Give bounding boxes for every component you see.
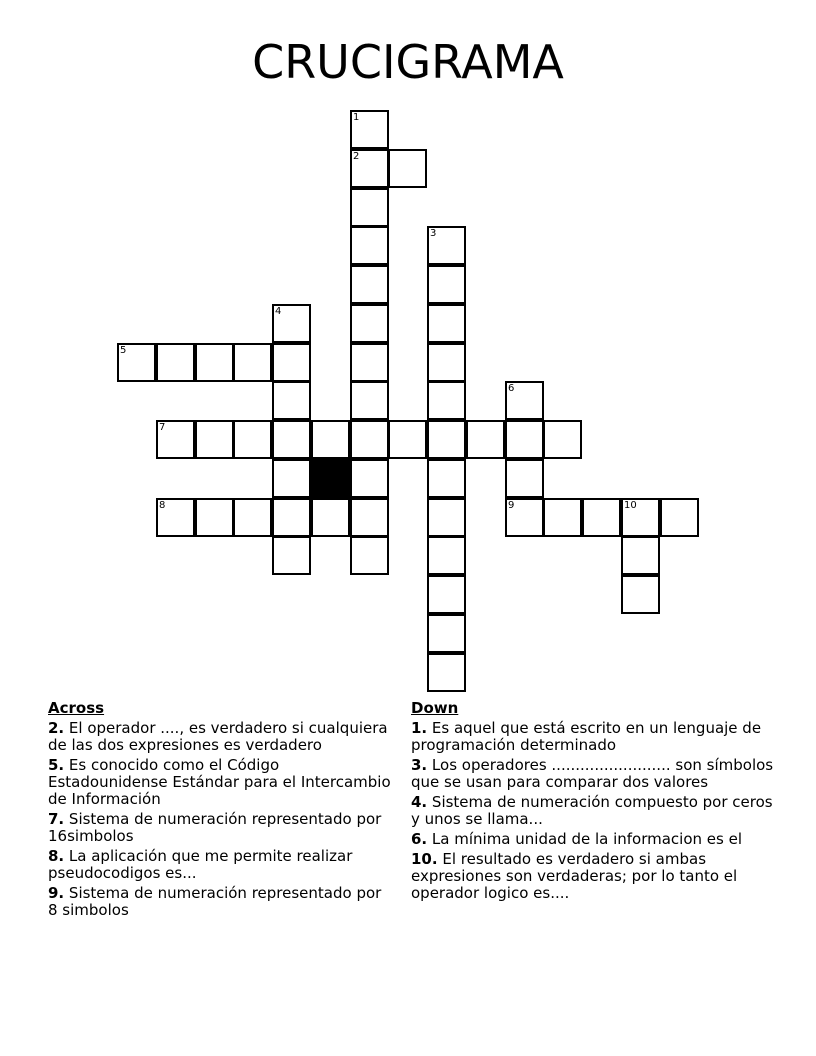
clue-text: El operador ...., es verdadero si cualquiera de las dos expresiones es verdadero bbox=[48, 719, 388, 754]
clue-number: 9. bbox=[48, 884, 65, 902]
clue-number: 3. bbox=[411, 756, 428, 774]
crossword-cell[interactable] bbox=[156, 420, 195, 459]
crossword-cell[interactable] bbox=[660, 498, 699, 537]
crossword-cell[interactable] bbox=[621, 575, 660, 614]
clue-number: 2. bbox=[48, 719, 65, 737]
clue-text: Sistema de numeración compuesto por ceros y unos se llama... bbox=[411, 793, 773, 828]
crossword-cell[interactable] bbox=[427, 265, 466, 304]
crossword-cell[interactable] bbox=[427, 575, 466, 614]
crossword-cell[interactable] bbox=[388, 149, 427, 188]
clue-text: Es conocido como el Código Estadounidense Estándar para el Intercambio de Información bbox=[48, 756, 391, 808]
down-clue bbox=[411, 720, 776, 754]
crossword-cell[interactable] bbox=[272, 536, 311, 575]
cell-number: 5 bbox=[120, 345, 127, 356]
crossword-cell[interactable] bbox=[350, 536, 389, 575]
clue-number: 6. bbox=[411, 830, 428, 848]
crossword-cell[interactable] bbox=[427, 498, 466, 537]
crossword-cell[interactable] bbox=[427, 420, 466, 459]
down-clues bbox=[411, 700, 776, 905]
clue-text: La aplicación que me permite realizar pseudocodigos es... bbox=[48, 847, 353, 882]
crossword-cell[interactable] bbox=[350, 226, 389, 265]
crossword-cell[interactable] bbox=[350, 498, 389, 537]
down-clue bbox=[411, 851, 776, 902]
down-heading: Down bbox=[411, 699, 459, 717]
crossword-cell[interactable] bbox=[543, 498, 582, 537]
crossword-cell[interactable] bbox=[621, 498, 660, 537]
crossword-cell[interactable] bbox=[272, 343, 311, 382]
across-heading: Across bbox=[48, 699, 105, 717]
cell-number: 9 bbox=[508, 500, 515, 511]
across-clue bbox=[48, 848, 393, 882]
crossword-cell[interactable] bbox=[350, 420, 389, 459]
crossword-cell[interactable] bbox=[272, 304, 311, 343]
crossword-cell[interactable] bbox=[427, 614, 466, 653]
clue-number: 4. bbox=[411, 793, 428, 811]
crossword-cell[interactable] bbox=[466, 420, 505, 459]
clue-text: Sistema de numeración representado por 8 simbolos bbox=[48, 884, 382, 919]
crossword-cell[interactable] bbox=[272, 420, 311, 459]
clue-text: El resultado es verdadero si ambas expresiones son verdaderas; por lo tanto el operador logico es.... bbox=[411, 850, 738, 902]
crossword-cell[interactable] bbox=[272, 459, 311, 498]
cell-number: 10 bbox=[624, 500, 637, 511]
clue-number: 8. bbox=[48, 847, 65, 865]
crossword-cell[interactable] bbox=[505, 420, 544, 459]
down-clue bbox=[411, 757, 776, 791]
crossword-cell[interactable] bbox=[350, 381, 389, 420]
crossword-cell[interactable] bbox=[117, 343, 156, 382]
crossword-cell[interactable] bbox=[505, 498, 544, 537]
crossword-cell[interactable] bbox=[427, 304, 466, 343]
crossword-cell[interactable] bbox=[195, 498, 234, 537]
clue-number: 10. bbox=[411, 850, 438, 868]
clue-text: Sistema de numeración representado por 16simbolos bbox=[48, 810, 382, 845]
crossword-cell[interactable] bbox=[272, 381, 311, 420]
crossword-cell[interactable] bbox=[350, 304, 389, 343]
crossword-cell[interactable] bbox=[427, 653, 466, 692]
crossword-cell[interactable] bbox=[272, 498, 311, 537]
down-clue bbox=[411, 831, 776, 848]
crossword-cell[interactable] bbox=[427, 459, 466, 498]
crossword-cell[interactable] bbox=[427, 536, 466, 575]
blocked-cell bbox=[311, 459, 350, 498]
across-clues bbox=[48, 700, 393, 922]
page-title: CRUCIGRAMA bbox=[252, 35, 564, 89]
cell-number: 7 bbox=[159, 422, 166, 433]
crossword-cell[interactable] bbox=[388, 420, 427, 459]
across-clue bbox=[48, 720, 393, 754]
crossword-cell[interactable] bbox=[350, 343, 389, 382]
crossword-cell[interactable] bbox=[427, 343, 466, 382]
crossword-cell[interactable] bbox=[311, 420, 350, 459]
down-clue bbox=[411, 794, 776, 828]
clue-text: La mínima unidad de la informacion es el bbox=[431, 830, 743, 848]
clue-text: Es aquel que está escrito en un lenguaje de programación determinado bbox=[411, 719, 762, 754]
cell-number: 8 bbox=[159, 500, 166, 511]
cell-number: 2 bbox=[353, 151, 360, 162]
crossword-cell[interactable] bbox=[350, 459, 389, 498]
crossword-cell[interactable] bbox=[505, 459, 544, 498]
crossword-cell[interactable] bbox=[427, 226, 466, 265]
across-clue bbox=[48, 757, 393, 808]
cell-number: 6 bbox=[508, 383, 515, 394]
crossword-cell[interactable] bbox=[195, 343, 234, 382]
clue-text: Los operadores ......................... son símbolos que se usan para comparar dos valores bbox=[411, 756, 774, 791]
cell-number: 3 bbox=[430, 228, 437, 239]
crossword-cell[interactable] bbox=[156, 343, 195, 382]
crossword-cell[interactable] bbox=[582, 498, 621, 537]
clue-number: 5. bbox=[48, 756, 65, 774]
clue-number: 1. bbox=[411, 719, 428, 737]
crossword-cell[interactable] bbox=[350, 188, 389, 227]
crossword-cell[interactable] bbox=[427, 381, 466, 420]
crossword-cell[interactable] bbox=[233, 420, 272, 459]
crossword-cell[interactable] bbox=[350, 110, 389, 149]
crossword-cell[interactable] bbox=[311, 498, 350, 537]
crossword-cell[interactable] bbox=[350, 149, 389, 188]
crossword-cell[interactable] bbox=[195, 420, 234, 459]
across-clue bbox=[48, 885, 393, 919]
crossword-cell[interactable] bbox=[621, 536, 660, 575]
cell-number: 1 bbox=[353, 112, 360, 123]
crossword-cell[interactable] bbox=[233, 343, 272, 382]
crossword-cell[interactable] bbox=[350, 265, 389, 304]
crossword-cell[interactable] bbox=[505, 381, 544, 420]
clue-number: 7. bbox=[48, 810, 65, 828]
crossword-cell[interactable] bbox=[233, 498, 272, 537]
crossword-cell[interactable] bbox=[156, 498, 195, 537]
across-clue bbox=[48, 811, 393, 845]
cell-number: 4 bbox=[275, 306, 282, 317]
crossword-cell[interactable] bbox=[543, 420, 582, 459]
